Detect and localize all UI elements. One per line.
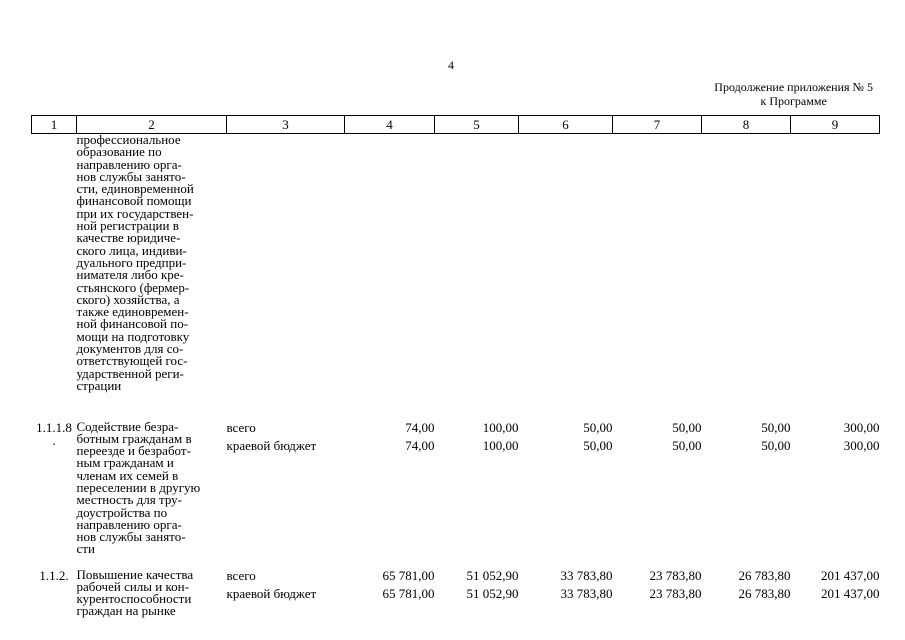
value-cell-col9 bbox=[791, 421, 880, 569]
value-regional: 23 783,80 bbox=[649, 585, 702, 601]
value-cell-col6 bbox=[519, 421, 613, 569]
value-regional: 50,00 bbox=[583, 437, 613, 453]
value-cell-col8 bbox=[702, 421, 791, 569]
row-number-text: 1.1.1.8 . bbox=[36, 419, 72, 448]
table-row bbox=[32, 421, 880, 569]
header-col-3: 3 bbox=[227, 116, 345, 134]
value-cell-col5 bbox=[435, 569, 519, 629]
header-col-9: 9 bbox=[791, 116, 880, 134]
value-regional: 100,00 bbox=[482, 437, 519, 453]
funding-source-cell bbox=[227, 421, 345, 569]
row-name-text: Содействие безра- ботным гражданам в переезде и безработ- ным гражданам и членам их семей в переселении в другую местность для тру- доустройства по направлению орга- нов службы занято- сти bbox=[76, 418, 201, 557]
value-total: 50,00 bbox=[672, 419, 702, 435]
value-total: 65 781,00 bbox=[382, 567, 435, 583]
funding-source-regional: краевой бюджет bbox=[226, 585, 317, 601]
appendix-note-line1: Продолжение приложения № 5 bbox=[714, 80, 873, 94]
row-number bbox=[32, 421, 77, 569]
value-total: 50,00 bbox=[761, 419, 791, 435]
value-total: 26 783,80 bbox=[738, 567, 791, 583]
header-col-4: 4 bbox=[345, 116, 435, 134]
row-name bbox=[76, 566, 227, 629]
value-regional: 51 052,90 bbox=[466, 585, 519, 601]
row-name bbox=[77, 134, 227, 421]
value-cell-col4 bbox=[345, 421, 435, 569]
value-cell-col7 bbox=[613, 421, 702, 569]
header-col-5: 5 bbox=[435, 116, 519, 134]
value-regional: 74,00 bbox=[405, 437, 435, 453]
funding-source-regional: краевой бюджет bbox=[226, 437, 317, 453]
value-regional: 50,00 bbox=[761, 437, 791, 453]
value-cell-col8 bbox=[702, 569, 791, 629]
value-regional: 300,00 bbox=[843, 437, 880, 453]
value-regional: 65 781,00 bbox=[382, 585, 435, 601]
value-total: 50,00 bbox=[583, 419, 613, 435]
header-col-1: 1 bbox=[32, 116, 77, 134]
value-regional: 50,00 bbox=[672, 437, 702, 453]
header-col-2: 2 bbox=[77, 116, 227, 134]
header-col-7: 7 bbox=[613, 116, 702, 134]
value-total: 300,00 bbox=[843, 419, 880, 435]
value-regional: 33 783,80 bbox=[560, 585, 613, 601]
table-row bbox=[32, 569, 880, 629]
value-total: 100,00 bbox=[482, 419, 519, 435]
value-cell-col9 bbox=[791, 569, 880, 629]
value-cell-col7 bbox=[613, 569, 702, 629]
value-total: 201 437,00 bbox=[821, 567, 880, 583]
program-table bbox=[31, 115, 880, 629]
value-total: 33 783,80 bbox=[560, 567, 613, 583]
row-name bbox=[76, 418, 227, 569]
funding-source-total: всего bbox=[226, 419, 256, 435]
value-total: 74,00 bbox=[405, 419, 435, 435]
value-regional: 201 437,00 bbox=[821, 585, 880, 601]
row-name-text: профессиональное образование по направлению орга- нов службы занято- сти, единовременной финансовой помощи при их государствен- ной регистрации в качестве юридиче- ского лица, индиви- дуального предпри- нимателя либо кре- стьянского (фермер- ского) хозяйства, а также единовремен- ной финансовой по- мощи на подготовку документов для со- ответствующей гос- ударственной реги- страции bbox=[76, 132, 194, 393]
row-number bbox=[32, 569, 77, 629]
header-col-6: 6 bbox=[519, 116, 613, 134]
value-cell-col6 bbox=[519, 569, 613, 629]
appendix-note-line2: к Программе bbox=[760, 94, 827, 108]
header-row bbox=[32, 116, 880, 134]
funding-source-cell bbox=[227, 569, 345, 629]
page-number: 4 bbox=[448, 58, 454, 72]
value-regional: 26 783,80 bbox=[738, 585, 791, 601]
table-row bbox=[32, 134, 880, 421]
value-cell-col4 bbox=[345, 569, 435, 629]
value-total: 51 052,90 bbox=[466, 567, 519, 583]
funding-source-total: всего bbox=[226, 567, 256, 583]
value-cell-col5 bbox=[435, 421, 519, 569]
row-name-text: Повышение качества рабочей силы и кон- курентоспособности граждан на рынке bbox=[76, 566, 194, 619]
row-number-text: 1.1.2. bbox=[39, 567, 69, 583]
row-number bbox=[32, 134, 77, 421]
header-col-8: 8 bbox=[702, 116, 791, 134]
appendix-note bbox=[714, 80, 873, 108]
value-total: 23 783,80 bbox=[649, 567, 702, 583]
